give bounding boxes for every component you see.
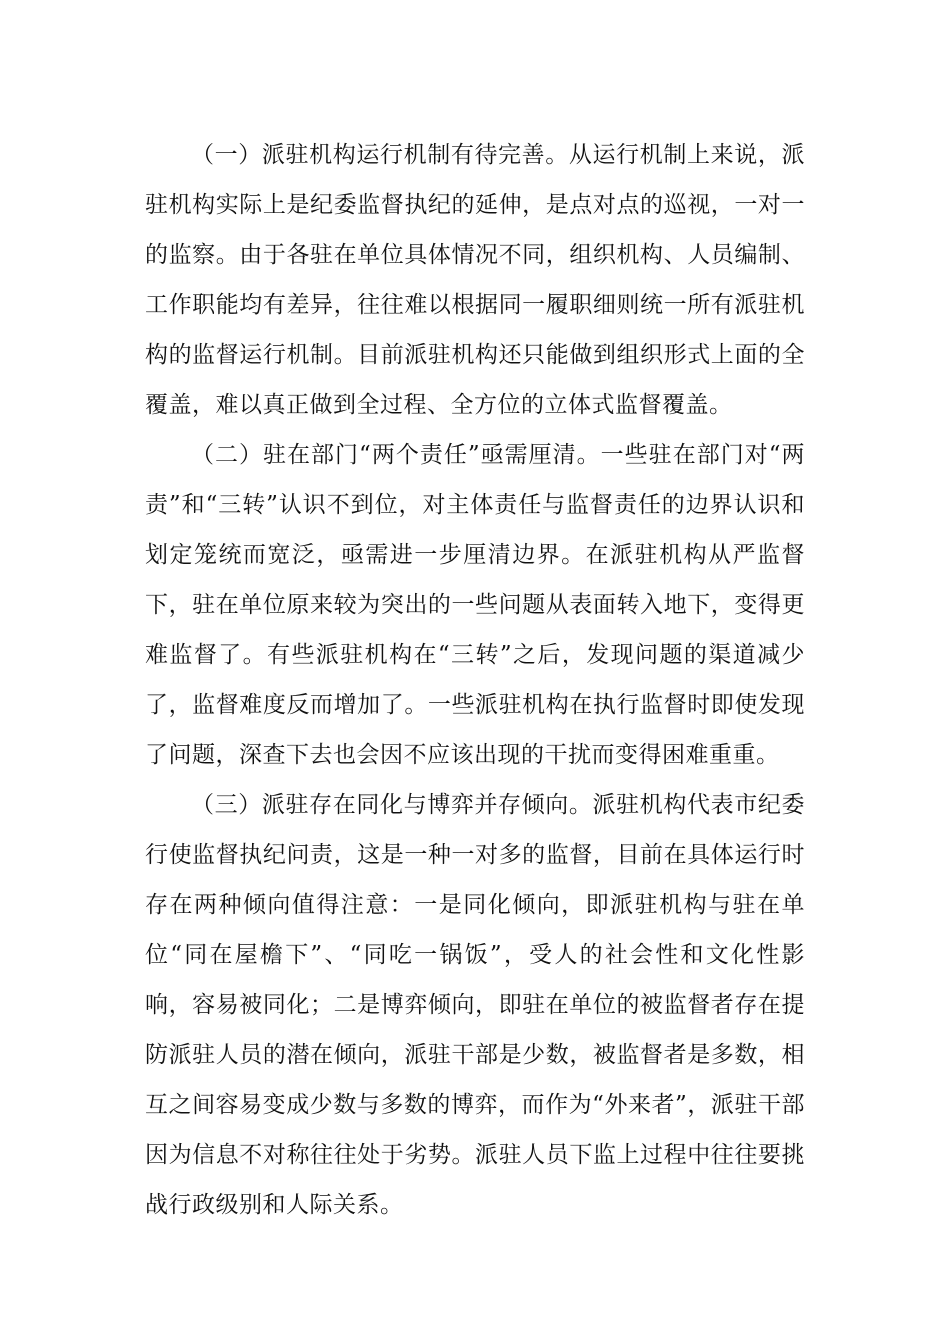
paragraph-2: （二）驻在部门“两个责任”亟需厘清。一些驻在部门对“两责”和“三转”认识不到位，对主体责任与监督责任的边界认识和划定笼统而宽泛，亟需进一步厘清边界。在派驻机构从严监督下，驻在单位原来较为突出的一些问题从表面转入地下，变得更难监督了。有些派驻机构在“三转”之后，发现问题的渠道减少了，监督难度反而增加了。一些派驻机构在执行监督时即使发现了问题，深查下去也会因不应该出现的干扰而变得困难重重。 [145,442,805,768]
paragraph-3: （三）派驻存在同化与博弈并存倾向。派驻机构代表市纪委行使监督执纪问责，这是一种一对多的监督，目前在具体运行时存在两种倾向值得注意：一是同化倾向，即派驻机构与驻在单位“同在屋檐下”、“同吃一锅饭”，受人的社会性和文化性影响，容易被同化；二是博弈倾向，即驻在单位的被监督者存在提防派驻人员的潜在倾向，派驻干部是少数，被监督者是多数，相互之间容易变成少数与多数的博弈，而作为“外来者”，派驻干部因为信息不对称往往处于劣势。派驻人员下监上过程中往往要挑战行政级别和人际关系。 [145,792,805,1218]
document-body [145,130,805,1230]
paragraph-1: （一）派驻机构运行机制有待完善。从运行机制上来说，派驻机构实际上是纪委监督执纪的延伸，是点对点的巡视，一对一的监察。由于各驻在单位具体情况不同，组织机构、人员编制、工作职能均有差异，往往难以根据同一履职细则统一所有派驻机构的监督运行机制。目前派驻机构还只能做到组织形式上面的全覆盖，难以真正做到全过程、全方位的立体式监督覆盖。 [145,142,805,418]
